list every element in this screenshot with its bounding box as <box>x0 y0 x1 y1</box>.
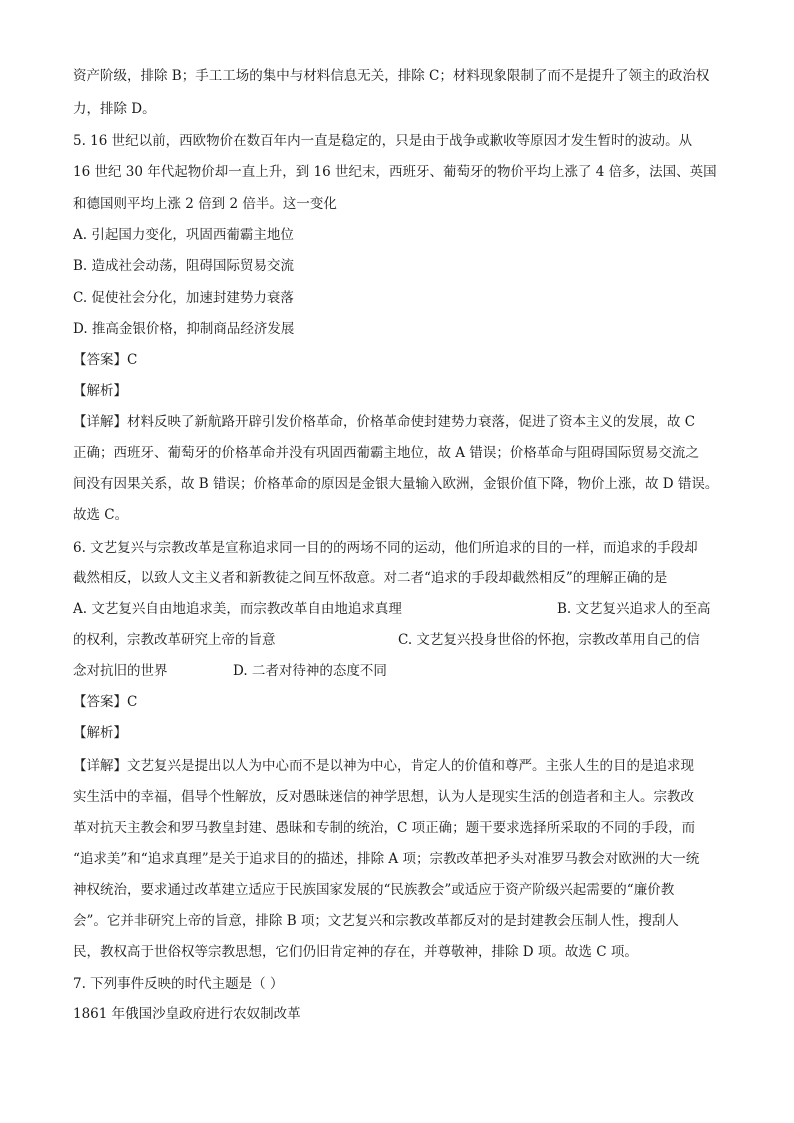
q5-detail-line: 故选 C。 <box>73 507 129 523</box>
q6-detail-line: 实生活中的幸福，倡导个性解放，反对愚昧迷信的神学思想，认为人是现实生活的创造者和主人。宗教改 <box>73 789 694 805</box>
q7-stem: 7. 下列事件反映的时代主题是（ ） <box>73 976 284 992</box>
q5-analysis-label: 【解析】 <box>73 383 127 399</box>
q6-analysis-label: 【解析】 <box>73 725 127 741</box>
q6-answer: 【答案】C <box>73 694 138 710</box>
q5-detail-line: 【详解】材料反映了新航路开辟引发价格革命，价格革命使封建势力衰落，促进了资本主义的发展，故 C <box>73 414 696 430</box>
q6-stem-line: 6. 文艺复兴与宗教改革是宣称追求同一目的的两场不同的运动，他们所追求的目的一样，而追求的手段却 <box>73 540 698 556</box>
q5-option-b: B. 造成社会动荡，阻碍国际贸易交流 <box>73 258 295 274</box>
q6-option-b-cont: 的权利，宗教改革研究上帝的旨意 <box>73 632 276 648</box>
q5-stem-line: 5. 16 世纪以前，西欧物价在数百年内一直是稳定的，只是由于战争或歉收等原因才发生暂时的波动。从 <box>73 133 693 149</box>
q6-detail-line: 会”。它并非研究上帝的旨意，排除 B 项；文艺复兴和宗教改革都反对的是封建教会压制人性，搜刮人 <box>73 913 679 929</box>
q4-explanation-line: 资产阶级，排除 B；手工工场的集中与材料信息无关，排除 C；材料现象限制了而不是提升了领主的政治权 <box>73 68 710 84</box>
q5-detail-line: 正确；西班牙、葡萄牙的价格革命并没有巩固西葡霸主地位，故 A 错误；价格革命与阻碍国际贸易交流之 <box>73 445 699 461</box>
q6-detail-line: 神权统治，要求通过改革建立适应于民族国家发展的“民族教会”或适应于资产阶级兴起需要的“廉价教 <box>73 882 675 898</box>
q5-answer: 【答案】C <box>73 352 138 368</box>
q5-option-c: C. 促使社会分化，加速封建势力衰落 <box>73 290 294 306</box>
q5-detail-line: 间没有因果关系，故 B 错误；价格革命的原因是金银大量输入欧洲，金银价值下降，物价上涨，故 D 错误。 <box>73 476 719 492</box>
q6-detail-line: 民，教权高于世俗权等宗教思想，它们仍旧肯定神的存在，并尊敬神，排除 D 项。故选 C 项。 <box>73 944 638 960</box>
q6-option-c: C. 文艺复兴投身世俗的怀抱，宗教改革用自己的信 <box>398 632 700 648</box>
q5-stem-line: 16 世纪 30 年代起物价却一直上升，到 16 世纪末，西班牙、葡萄牙的物价平均上涨了 4 倍多，法国、英国 <box>73 164 717 180</box>
q5-option-a: A. 引起国力变化，巩固西葡霸主地位 <box>73 227 294 243</box>
q6-detail-line: “追求美”和“追求真理”是关于追求目的的描述，排除 A 项；宗教改革把矛头对准罗马教会对欧洲的大一统 <box>73 851 700 867</box>
q7-item: 1861 年俄国沙皇政府进行农奴制改革 <box>73 1006 301 1022</box>
q6-option-d: D. 二者对待神的态度不同 <box>233 663 387 679</box>
q6-stem-line: 截然相反，以致人文主义者和新教徒之间互怀敌意。对二者“追求的手段却截然相反”的理解正确的是 <box>73 570 668 586</box>
q6-detail-line: 革对抗天主教会和罗马教皇封建、愚昧和专制的统治，C 项正确；题干要求选择所采取的不同的手段，而 <box>73 820 696 836</box>
q6-option-b: B. 文艺复兴追求人的至高 <box>557 601 711 617</box>
q5-stem-line: 和德国则平均上涨 2 倍到 2 倍半。这一变化 <box>73 196 337 212</box>
q5-option-d: D. 推高金银价格，抑制商品经济发展 <box>73 321 295 337</box>
q6-option-c-cont: 念对抗旧的世界 <box>73 663 168 679</box>
q6-detail-line: 【详解】文艺复兴是提出以人为中心而不是以神为中心，肯定人的价值和尊严。主张人生的目的是追求现 <box>73 758 694 774</box>
q4-explanation-line: 力，排除 D。 <box>73 101 156 117</box>
q6-option-a: A. 文艺复兴自由地追求美，而宗教改革自由地追求真理 <box>73 601 402 617</box>
